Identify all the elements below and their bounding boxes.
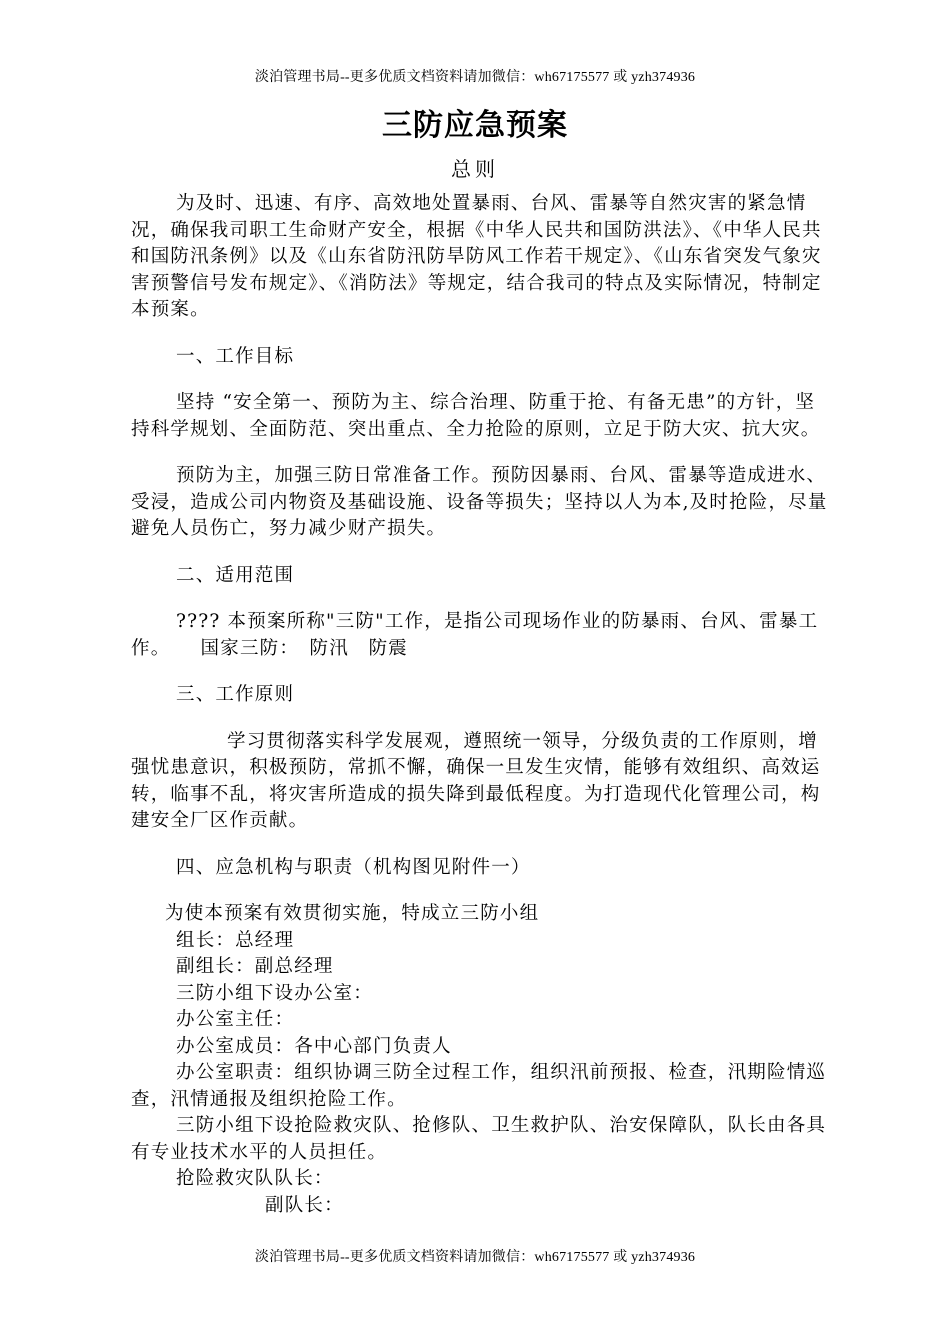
- organization-lead: 为使本预案有效贯彻实施，特成立三防小组: [165, 903, 540, 924]
- principles-paragraph: 学习贯彻落实科学发展观，遵照统一领导，分级负责的工作原则，增强忧患意识，积极预防，常抓不懈，确保一旦发生灾情，能够有效组织、高效运转，临事不乱，将灾害所造成的损失降到最低程度。为打造现代化管理公司，构建安全厂区作贡献。: [131, 730, 821, 831]
- document-title: 三防应急预案: [382, 108, 568, 143]
- office-duty: 办公室职责：组织协调三防全过程工作，组织汛前预报、检查，汛期险情巡查，汛情通报及组织抢险工作。: [131, 1062, 827, 1110]
- list-item: 三防小组下设办公室：: [176, 982, 374, 1004]
- document-body: [131, 191, 831, 1219]
- section-heading-organization: 四、应急机构与职责（机构图见附件一）: [176, 856, 531, 878]
- document-subtitle: 总则: [451, 157, 499, 181]
- goals-paragraph-2: 预防为主，加强三防日常准备工作。预防因暴雨、台风、雷暴等造成进水、受浸，造成公司内物资及基础设施、设备等损失；坚持以人为本,及时抢险，尽量避免人员伤亡，努力减少财产损失。: [131, 465, 828, 539]
- list-item: 组长：总经理: [176, 929, 295, 951]
- rescue-team-vice-leader: 副队长：: [265, 1194, 344, 1216]
- list-item: 办公室成员：各中心部门负责人: [176, 1035, 452, 1057]
- page-header-note: 淡泊管理书局--更多优质文档资料请加微信：wh67175577 或 yzh374936: [254, 70, 696, 85]
- rescue-team-leader: 抢险救灾队队长：: [176, 1168, 334, 1189]
- page-footer-note: 淡泊管理书局--更多优质文档资料请加微信：wh67175577 或 yzh374936: [254, 1250, 696, 1265]
- scope-paragraph: ???? 本预案所称"三防"工作，是指公司现场作业的防暴雨、台风、雷暴工作。 国家三防： 防汛 防震: [131, 611, 819, 659]
- goals-paragraph-1: 坚持 “安全第一、预防为主、综合治理、防重于抢、有备无患”的方针，坚持科学规划、全面防范、突出重点、全力抢险的原则，立足于防大灾、抗大灾。: [131, 392, 821, 440]
- section-heading-goals: 一、工作目标: [176, 345, 295, 367]
- intro-paragraph: 为及时、迅速、有序、高效地处置暴雨、台风、雷暴等自然灾害的紧急情况，确保我司职工生命财产安全，根据《中华人民共和国防洪法》、《中华人民共和国防汛条例》以及《山东省防汛防旱防风工作若干规定》、《山东省突发气象灾害预警信号发布规定》、《消防法》等规定，结合我司的特点及实际情况，特制定本预案。: [131, 193, 822, 320]
- teams-description: 三防小组下设抢险救灾队、抢修队、卫生救护队、治安保障队，队长由各具有专业技术水平的人员担任。: [131, 1115, 827, 1163]
- section-heading-scope: 二、适用范围: [176, 564, 295, 586]
- list-item: 办公室主任：: [176, 1009, 295, 1030]
- list-item: 副组长：副总经理: [176, 956, 334, 977]
- section-heading-principles: 三、工作原则: [176, 684, 295, 705]
